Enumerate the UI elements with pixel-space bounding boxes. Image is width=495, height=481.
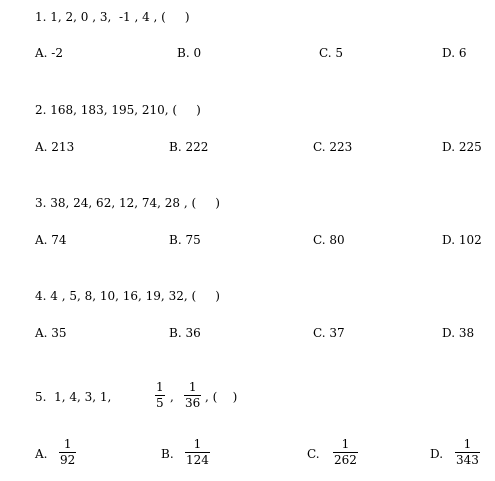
fraction-numerator: 1 [193, 437, 202, 451]
question-3-option-c: C. 80 [313, 233, 345, 247]
question-2-option-b: B. 222 [169, 140, 209, 154]
question-4-option-d: D. 38 [442, 326, 475, 340]
question-2-option-c: C. 223 [313, 140, 353, 154]
question-5-stem-prefix: 5. 1, 4, 3, 1, [35, 390, 112, 404]
fraction-denominator: 5 [156, 396, 164, 410]
question-5-stem-fraction-1 [155, 381, 165, 410]
question-2-option-a: A. 213 [35, 140, 75, 154]
question-3-option-d: D. 102 [442, 233, 482, 247]
question-5-stem-fraction-2 [184, 381, 201, 410]
fraction-denominator: 36 [185, 396, 201, 410]
question-5-stem-suffix: , ( ) [205, 390, 238, 404]
fraction-numerator: 1 [463, 437, 472, 451]
question-1-option-b: B. 0 [177, 46, 202, 60]
question-5-option-c-fraction [333, 438, 358, 467]
question-2-option-d: D. 225 [442, 140, 482, 154]
question-2-stem: 2. 168, 183, 195, 210, ( ) [35, 103, 201, 117]
question-5-option-d-fraction [455, 438, 480, 467]
fraction-numerator: 1 [188, 380, 197, 394]
fraction-numerator: 1 [63, 437, 72, 451]
question-1-option-d: D. 6 [442, 46, 467, 60]
question-4-option-b: B. 36 [169, 326, 201, 340]
question-5-stem-separator: , [170, 390, 174, 404]
question-1-option-a: A. -2 [35, 46, 63, 60]
fraction-denominator: 262 [334, 453, 357, 467]
fraction-denominator: 124 [186, 453, 209, 467]
fraction-numerator: 1 [341, 437, 350, 451]
question-5-option-a-fraction [59, 438, 76, 467]
question-3-option-a: A. 74 [35, 233, 67, 247]
question-5-option-b-label: B. [161, 447, 174, 461]
question-5-option-d-label: D. [430, 447, 444, 461]
question-5-option-a-label: A. [35, 447, 48, 461]
fraction-denominator: 92 [60, 453, 76, 467]
question-4-option-a: A. 35 [35, 326, 67, 340]
question-5-option-c-label: C. [307, 447, 320, 461]
question-1-option-c: C. 5 [319, 46, 344, 60]
fraction-denominator: 343 [456, 453, 479, 467]
question-1-stem: 1. 1, 2, 0 , 3, -1 , 4 , ( ) [35, 10, 190, 24]
question-3-stem: 3. 38, 24, 62, 12, 74, 28 , ( ) [35, 196, 220, 210]
question-4-option-c: C. 37 [313, 326, 345, 340]
question-4-stem: 4. 4 , 5, 8, 10, 16, 19, 32, ( ) [35, 289, 220, 303]
question-5-option-b-fraction [185, 438, 210, 467]
question-3-option-b: B. 75 [169, 233, 201, 247]
fraction-numerator: 1 [156, 380, 164, 394]
